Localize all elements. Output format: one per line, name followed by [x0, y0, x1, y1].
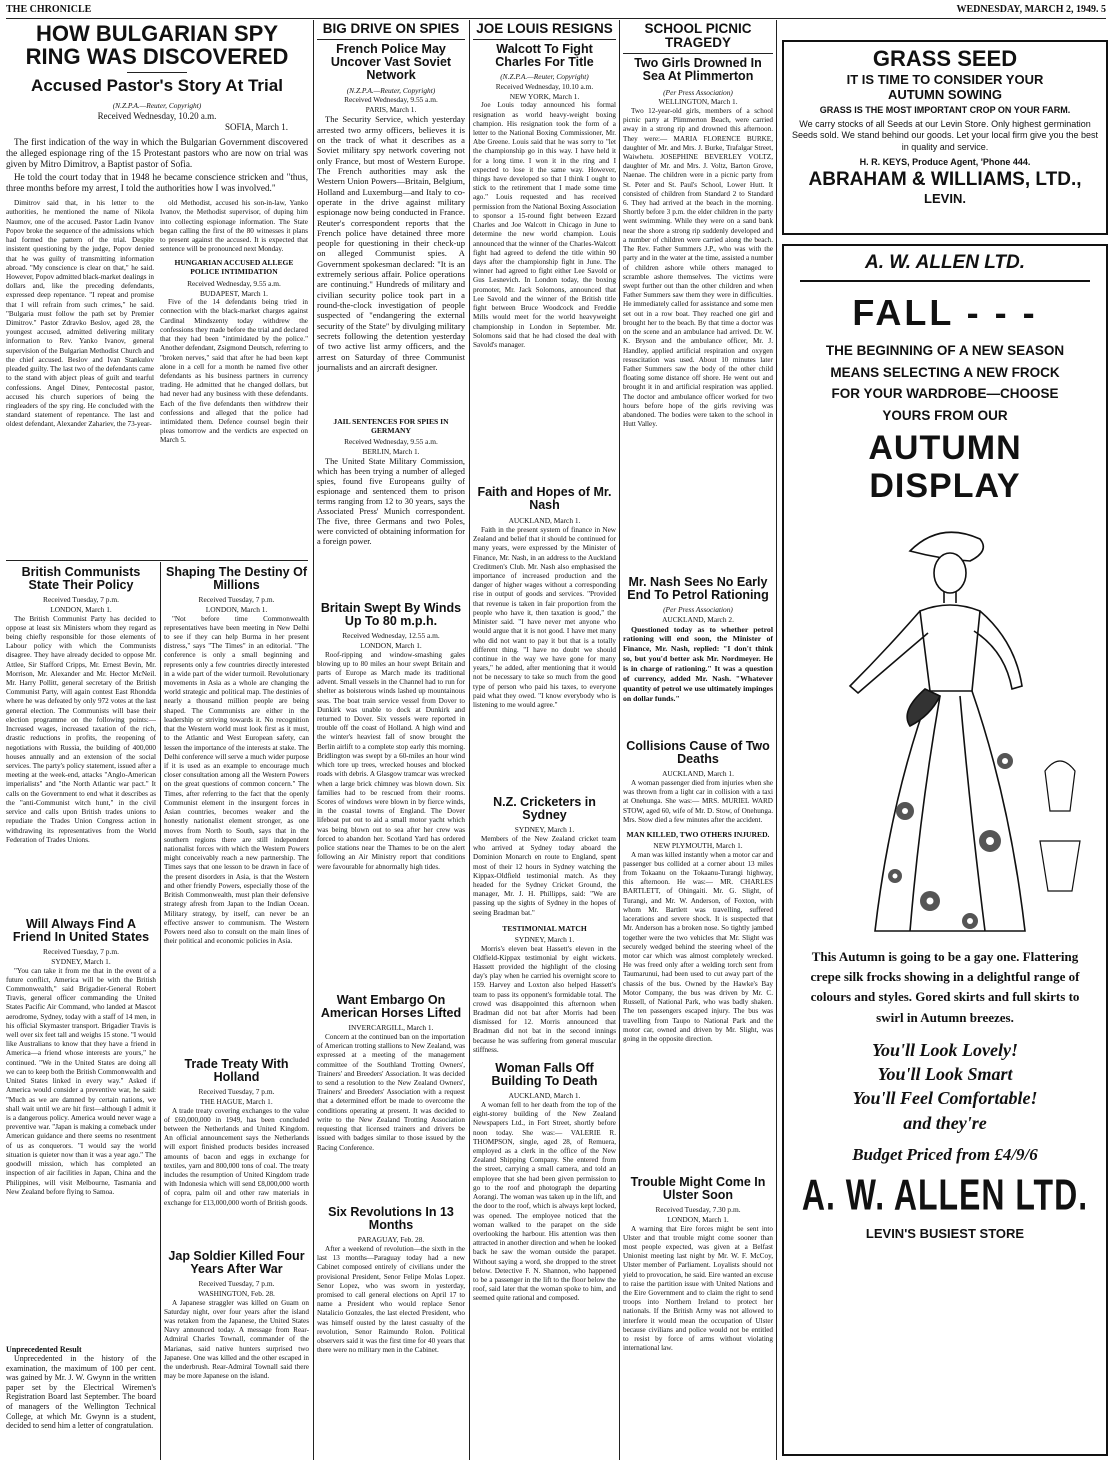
credit-line: (N.Z.P.A.—Reuter, Copyright): [346, 85, 436, 95]
ad-display: DISPLAY: [869, 466, 1021, 505]
lead-paragraphs: The first indication of the way in which the Bulgarian Government discovered the alleged espionage ring of the 15 Protestant pastors who are now on trial was given by Mitro Dimitrov, a Baptist pastor of Sofia. He told the court today that in 1948 he became conscience stricken and "thus, three months before my arrest, I told the authorities how I was involved.": [6, 137, 308, 194]
subhead: HUNGARIAN ACCUSED ALLEGE POLICE INTIMIDATION: [174, 257, 294, 277]
dateline: AUCKLAND, March 1.: [508, 516, 581, 526]
dateline: AUCKLAND, March 1.: [662, 769, 734, 779]
article-body: A man was killed instantly when a motor car and passenger bus collided at a corner about 13 miles from Tokaanu on the Tokaanu-Turangi highway, this afternoon. He was:— MR. CHARLES BARTLETT, of Ohingaiti. Mr. G. Slight, of Turangi, and Mr. W. Anderson, of Foxton, with whom Mr. Bartlett was travelling, suffered lacerations and severe shock. It is suspected that Mr. Anderson has a broken nose. So tightly jambed together were the two vehicles that Mr. Slight was securely wedged behind the steering wheel of the motor car which was almost completely wrecked. He was freed only after a welding torch sent from Taumarunui, had been used to cut away part of the chassis of the bus. Owned by the Hawke's Bay Motor Company, the bus was driven by Mr. C. Russell, of National Park, who was badly shaken. The ten passengers escaped injury. The bus was travelling from Taupo to National Park and the motor car, owned and driven by Mr. Slight, was going in the opposite direction.: [623, 850, 773, 1043]
headline: Jap Soldier Killed Four Years After War: [168, 1250, 305, 1277]
article-column: Dimitrov said that, in his letter to the authorities, he mentioned the name of Nikola Naumov, one of the accused. Pastor Ladin Ivanov Popov broke the sequence of the admissions which had formed the pattern of the trial. Despite insistent questioning by the judge, Popov denied that he was guilty of transmitting information abroad. "My conscience is clear on that," he said. However, Popov admitted black-market dealings in dollars and, like the preceding defendants, expressed deep repentance. "I repeat and promise that I will refrain from such crimes," he said. "Bulgaria must follow the path set by Premier Dimitrov." Pastor Zdravko Beslov, aged 28, the youngest accused, admitted delivering military information to Rev. Yanko Ivanov, general supervision of the Bulgarian Methodist Church and the chief accused. Beslov and Ivan Stankulov pleaded guilty. The last two of the defendants came to the stand with abject pleas of guilt and tearful confessions. Angel Dinev, Pentecostal pastor, accused his church superiors of being the ringleaders of the spy ring. He concluded with the standard statement of repentance. The last and oldest defendant, Alexander Zahariev, the 73-year-: [6, 199, 154, 429]
article-body: Morris's eleven beat Hassett's eleven in the Oldfield-Kippax testimonial by eight wickets. Hassett provided the highlight of the closing day's play when he carried his overnight score to 159. Harvey and Loxton also helped Hassett's team to pass its opponent's formidable total. The crowd was disappointed this afternoon when Bradman did not bat after Morris had been dismissed for 12. Morris announced that Bradman did not bat in the second innings because he was suffering from general muscular stiffness.: [473, 944, 616, 1054]
article-embargo-horses: [317, 994, 465, 1199]
article-woman-falls: [473, 1062, 616, 1460]
ad-line: AUTUMN SOWING: [887, 87, 1003, 102]
kicker: BIG DRIVE ON SPIES: [317, 22, 465, 40]
received-line: Received Wednesday, 10.10 a.m.: [495, 82, 594, 92]
article-body: A Japanese straggler was killed on Guam on Saturday night, over four years after the island was retaken from the Japanese, the United States Navy announced today. A message from Rear-Admiral Charles Townall, commander of the Marianas, said native hunters surprised two Japanese. One was killed and the other escaped in the underbrush. Rear-Admiral Townall said there may be more Japanese on the island.: [164, 1298, 309, 1381]
dateline: THE HAGUE, March 1.: [200, 1096, 273, 1106]
article-body: A woman passenger died from injuries when she was thrown from a light car in collision with a taxi at Onehunga. She was:— MRS. MURIEL WARD STOW, aged 60, wife of Mr. D. Stow, of Onehunga. Mrs. Stow died a few minutes after the accident.: [623, 778, 773, 824]
article-body: "Not before time Commonwealth representatives have been meeting in New Delhi to see if they can help Burma in her present distress," says "The Times" in an editorial. "The conference is only a small beginning and represents only a few countries directly interested in a wide part of the wider turmoil. Revolutionary movements in Asia as a whole are changing the world strategic and political map. The destinies of nearly a thousand million people are being shaped. The Communists are either in the leadership or striving towards it. No recognition that the Western world must look first as it must, to the Atlantic and West European safety, can lessen the importance of the interests at stake. The Delhi conference will serve a much wider purpose if it is used as an example to encourage much closer consultation among all the Western Powers on the great questions of common concern." The Times, after referring to the fact that the openly Communist element in the insurgent forces in Asian countries, becomes weaker and the honestly nationalist element stronger, as one moves from North to South, says that in the southern regions there are still independent nationalist forces with which the Western Powers might conceivably reach a new partnership. The Times says that one lesson to be drawn in face of the present disorders in Asia, is that the Western and other friendly Powers, especially those of the British Commonwealth, must plan their defensive strategy afresh from Japan to the Indian Ocean. Military strategy, by itself, can never be an effective answer to communism. The Western Powers need also to consult on the main lines of their political and economic policies in Asia.: [164, 614, 309, 946]
subheadline: Accused Pastor's Story At Trial: [31, 76, 283, 96]
headline: Trouble Might Come In Ulster Soon: [630, 1176, 766, 1203]
article-big-drive-on-spies: [317, 22, 465, 597]
headline: Mr. Nash Sees No Early End To Petrol Rationing: [627, 576, 769, 603]
ad-agent: H. R. KEYS, Produce Agent, 'Phone 444.: [859, 156, 1031, 167]
headline: N.Z. Cricketers in Sydney: [493, 796, 596, 823]
advert-aw-allen: [782, 244, 1108, 1456]
dateline: SYDNEY, March 1.: [514, 934, 575, 944]
headline: Six Revolutions In 13 Months: [328, 1206, 454, 1233]
dateline: NEW PLYMOUTH, March 1.: [653, 840, 743, 850]
dateline: LONDON, March 1.: [50, 604, 112, 614]
article-trade-treaty-holland: [164, 1058, 309, 1228]
article-school-picnic-tragedy: [623, 22, 773, 570]
ad-firm: ABRAHAM & WILLIAMS, LTD.,: [808, 168, 1082, 190]
ad-store-name-bottom: A. W. ALLEN LTD.: [801, 1170, 1089, 1220]
article-joe-louis-resigns: [473, 22, 616, 467]
subhead: MAN KILLED, TWO OTHERS INJURED.: [626, 829, 770, 839]
dateline: PARAGUAY, Feb. 28.: [357, 1235, 425, 1245]
dateline: WELLINGTON, March 1.: [658, 97, 738, 107]
received-line: Received Tuesday, 7.30 p.m.: [655, 1205, 741, 1215]
headline: Unprecedented Result: [6, 1345, 82, 1354]
headline: British Communists State Their Policy: [21, 566, 141, 593]
article-britain-swept-winds: [317, 602, 465, 987]
ad-line: THE BEGINNING OF A NEW SEASON: [825, 343, 1065, 358]
headline: Britain Swept By Winds Up To 80 m.p.h.: [320, 602, 462, 629]
headline: Collisions Cause of Two Deaths: [626, 740, 770, 767]
headline: Two Girls Drowned In Sea At Plimmerton: [634, 56, 762, 84]
article-columns: [6, 199, 308, 501]
article-bulgarian-spy-ring: [6, 22, 308, 557]
dateline: SYDNEY, March 1.: [51, 956, 111, 966]
article-body: Faith in the present system of finance in New Zealand and belief that it should be continued for many years, were expressed by the Minister of Finance, Mr. Nash, in an address to the Auckland Creditmen's Club. Mr. Nash also emphasised the importance of increased production and the danger of higher wages without a corresponding rise in output of goods and services. "Provided that revenue is taken in fair proportion from the people who have it, then taxation is good," the Minister said. "I have never met anyone who would argue that it is not good. I have met many who did not want to pay it but that is a totally different thing. "I have no doubt we should continue in the way we have gone for many years," he added, after mentioning that it would not be necessary to take so much from the good type of person who paid his taxes, to everyone paid what they owed. "I know everybody who is listening to me would agree.": [473, 525, 616, 710]
divider: [6, 560, 308, 561]
ad-town: LEVIN.: [924, 190, 966, 206]
article-nz-cricketers: [473, 796, 616, 1058]
dateline: INVERCARGILL, March 1.: [348, 1023, 434, 1033]
ad-autumn: AUTUMN: [868, 429, 1022, 468]
ad-fall: FALL - - -: [852, 292, 1038, 333]
advert-grass-seed: [782, 40, 1108, 235]
headline: Woman Falls Off Building To Death: [491, 1062, 598, 1089]
article-body: Joe Louis today announced his formal resignation as world heavy-weight boxing champion. His resignation took the form of a letter to the National Boxing Commissioner, Mr. Abe Greene. Louis said that he was sorry to "let the championship go in this way. I have held it for a long time. I won it in the ring and I expected to lose it the same way. However, things have developed so that I think I ought to stick to the retirement that I made some time ago." Louis requested and has received permission from the National Boxing Association to sponsor a 15-round fight between Ezzard Charles and Joe Walcott in Chicago in June to determine the new world champion. Louis announced that the winner of the Charles-Walcott fight had agreed to defend the title within 90 days after the championship fight in June. The winner had agreed to fight either Lee Savold or Gus Lesnevich. In London today, the boxing promoter, Mr. Jack Solomons, announced that Lee Savold and the winner of the British title fight between Bruce Woodcock and Freddie Mills would meet for the world heavyweight championship in London in September. Mr. Solomons said that he had closed the deal with Savold's manager.: [473, 101, 616, 349]
credit-line: (N.Z.P.A.—Reuter, Copyright): [112, 101, 202, 111]
received-line: Received Tuesday, 7 p.m.: [198, 595, 275, 605]
column-rule: [313, 20, 314, 1460]
ad-line: FOR YOUR WARDROBE—CHOOSE: [831, 386, 1059, 402]
article-body: Concern at the continued ban on the importation of American trotting stallions to New Zealand, was expressed at a meeting of the management committee of the Southland Trotting Owners', Trainers' and Breeders' Association. It was decided to send a resolution to the New Zealand Owners', Trainers' and Breeders' Association with a request that a determined effort be made to overcome the conditions operating at present. It was decided to write to the New Zealand Trotting Association requesting that licensed trainers and drivers be issued with badges similar to those issued by the Racing Conference.: [317, 1032, 465, 1152]
article-british-communists: [6, 566, 156, 914]
ad-price: Budget Priced from £4/9/6: [852, 1144, 1038, 1164]
article-body: "You can take it from me that in the event of a future conflict, America will be with the British Commonwealth," said Brigadier-General Robert Travis, general officer commanding the United States Pacific Air Command, who landed at Mascot aerodrome, Sydney, today with a staff of 14 men, in his official Skymaster transport. Brigadier Travis is well over six feet tall and weighs 15 stone. "I would like Australians to know that they have a friend in America—a friend whose interests are yours," he continued. "We in the United States are doing all we can to keep both the British Commonwealth and United States linked in every way." Asked if America would consider a preventive war, he said: "Much as we are damned by certain nations, we shall wait until we are hit first—although I admit it is a dangerous policy. America would never wage a preventive war. "Japan is making a comeback under American guidance and there seems no resentment of us as conquerors. "I would say the world situation is quieter now than it was a year ago." The goodwill mission, which has completed an inspection of air facilities in Japan, China and the Philippines, will visit Melbourne, Tasmania and New Zealand before flying to Samoa.: [6, 966, 156, 1196]
article-body: After a weekend of revolution—the sixth in the last 13 months—Paraguay today had a new Cabinet composed entirely of civilians under the provisional President, Senor Felipe Molas Lopez. Senor Lopez, who was sworn in yesterday, promised to call general elections on April 17 to name a President who would replace Senor Natalicio Gonzales, the last elected President, who was himself ousted by the latest casualty of the revolution, Senor Raimundo Rolon. Political observers said it was the first time for 40 years that there were no military men in the Cabinet.: [317, 1244, 465, 1355]
column-rule: [469, 20, 470, 1460]
article-body: The British Communist Party has decided to oppose at least six Ministers whom they regard as being chiefly responsible for those elements of Labour policy with which the Communists disagree. They have already decided to oppose Mr. Attlee, Sir Stafford Cripps, Mr. Ernest Bevin, Mr. Morrison, Mr. Alexander and Mr. Hector McNeil. Mr. Harry Pollitt, general secretary of the British Communist Party, will again contest East Rhondda where he was defeated by only 972 votes at the last general election. The Communists will base their election programme on the following points:—Increased wages, increased taxation of the rich, drastic reductions in profits, the reopening of negotiations with Russia, the building of 400,000 houses annually and an extension of the social services. The party's policy statement, issued after a meeting at the week-end, attacks "Anglo-American imperialists" and "the North Atlantic war pact." It calls on the Government to end what it describes as the "anti-Communist witch hunt," in the civil service and calls upon British trades unions to repudiate the Trades Union Congress action in withdrawing its representatives from the World Federation of Trades Unions.: [6, 614, 156, 844]
article-shaping-destiny: [164, 566, 309, 1054]
received-line: Received Wednesday, 10.20 a.m.: [97, 110, 217, 121]
article-friend-united-states: [6, 918, 156, 1293]
article-petrol-rationing: [623, 576, 773, 734]
credit-line: (N.Z.P.A.—Reuter, Copyright): [500, 72, 589, 82]
headline: Trade Treaty With Holland: [184, 1058, 289, 1085]
ad-slogan: LEVIN'S BUSIEST STORE: [865, 1225, 1025, 1241]
dateline: PARIS, March 1.: [365, 104, 417, 114]
article-body: A warning that Eire forces might be sent into Ulster and that trouble might come sooner than most people expected, was given at a Belfast Unionist meeting last night by Mr. W. F. McCoy, Ulster member of Parliament. Loyalists should not yield to provocation, he said. Eire wanted an excuse to raise the partition issue with United Nations and the Eire Government and to claim the right to send troops into Northern Ireland to protect her nationals. If the British Army was not allowed to interfere it would mean the occupation of Ulster because civilians and police would not be entitled to resist by force of arms without violating international law.: [623, 1224, 773, 1353]
article-unprecedented-result: [6, 1345, 156, 1460]
ad-line: IT IS TIME TO CONSIDER YOUR: [846, 72, 1044, 87]
article-collisions: [623, 740, 773, 1170]
subhead: JAIL SENTENCES FOR SPIES IN GERMANY: [333, 417, 449, 436]
ad-tagline-line: You'll Look Smart: [877, 1064, 1013, 1085]
masthead-title: THE CHRONICLE: [6, 4, 92, 15]
column-rule: [776, 20, 777, 1460]
masthead-date: WEDNESDAY, MARCH 2, 1949. 5: [956, 4, 1106, 15]
dateline: SOFIA, March 1.: [225, 122, 288, 133]
ad-store-name: A. W. ALLEN LTD.: [864, 252, 1026, 273]
credit-line: (Per Press Association): [663, 87, 733, 97]
ad-description: This Autumn is going to be a gay one. Flattering crepe silk frocks showing in a delightful range of colours and styles. Gored skirts and full skirts to swirl in Autumn breezes.: [810, 949, 1080, 1025]
credit-line: (Per Press Association): [663, 605, 733, 615]
divider: [800, 280, 1090, 282]
received-line: Received Tuesday, 7 p.m.: [43, 595, 119, 605]
article-body: Members of the New Zealand cricket team who arrived at Sydney today aboard the Dominion Monarch en route to England, spent most of their 12 hours in Sydney watching the Kippax-Oldfield testimonial match. As they headed for the Sydney Cricket Ground, the manager, Mr. J. H. Phillipps, said: "We are passing up the sights of Sydney in the hopes of seeing Bradman bat.": [473, 834, 616, 917]
headline: Faith and Hopes of Mr. Nash: [477, 486, 612, 513]
received-line: Received Wednesday, 9.55 a.m.: [344, 95, 438, 105]
received-line: Received Wednesday, 12.55 a.m.: [342, 631, 440, 641]
article-body: Unprecedented in the history of the examination, the maximum of 100 per cent. was gained by Mr. J. W. Gwynn in the written paper set by the Electrical Wiremen's Registration Board last September. The board of managers of the Wellington Technical College, at which Mr. Gwynn is a student, decided to send him a letter of congratulation.: [6, 1354, 156, 1431]
ad-body: We carry stocks of all Seeds at our Levin Store. Only highest germination Seeds sold. We stand behind our goods. Let your local firm give you the best in quality and service.: [792, 119, 1099, 152]
ad-line: MEANS SELECTING A NEW FROCK: [830, 364, 1060, 380]
article-ulster: [623, 1176, 773, 1460]
article-column: old Methodist, accused his son-in-law, Yanko Ivanov, the Methodist supervisor, of duping him into collecting espionage information. The State began calling the first of the 80 witnesses it plans to present against the accused. It is expected that sentence will be pronounced next Monday. HUNGARIAN ACCUSED ALLEGE POLICE INTIMIDATION Received Wednesday, 9.55 a.m. BUDAPEST, March 1. Five of the 14 defendants being tried in connection with the black-market charges against Cardinal Mindszenty today withdrew the confessions they made before the trial and declared that they had been "intimidated by the police." Another defendant, Zsigmond Deutsch, referring to "broken nerves," said that after he had been kept alone in a cell for a month he named five other defendants as his business partners in currency trading. He admitted that he changed dollars, but had never had any business with these defendants. Each of the five defendants then withdrew their confessions and alleged that the police had intimidated them. Defence counsel begin their pleas tomorrow and the verdicts are expected on March 5.: [160, 199, 308, 445]
dateline: AUCKLAND, March 1.: [508, 1091, 581, 1101]
dateline: BERLIN, March 1.: [362, 447, 420, 457]
dateline: LONDON, March 1.: [360, 640, 422, 650]
ad-line: GRASS IS THE MOST IMPORTANT CROP ON YOUR FARM.: [819, 105, 1071, 115]
received-line: Received Wednesday, 9.55 a.m.: [187, 278, 281, 288]
headline: Will Always Find A Friend In United States: [12, 918, 150, 945]
column-rule: [160, 562, 161, 1460]
ad-tagline-line: You'll Feel Comfortable!: [852, 1088, 1038, 1109]
ad-line: YOURS FROM OUR: [882, 407, 1008, 423]
dateline: NEW YORK, March 1.: [509, 91, 580, 101]
divider: [127, 72, 187, 73]
dateline: SYDNEY, March 1.: [514, 825, 575, 835]
subhead: TESTIMONIAL MATCH: [502, 923, 587, 933]
masthead: [6, 4, 1106, 19]
headline: French Police May Uncover Vast Soviet Network: [330, 42, 452, 83]
article-body: Roof-ripping and window-smashing gales blowing up to 80 miles an hour swept Britain and parts of Europe as March made its traditional advent. Small vessels in the Channel had to run for shelter as boisterous winds lashed up mountainous seas. The boat train service vessel from Dover to Dunkirk was unable to dock at Dunkirk and returned to Dover. Six vessels were reported in trouble off the coast of Holland. A high wind and the winter's heaviest fall of snow brought the Berlin airlift to a complete stop early this morning. Bridlington was swept by a 60-miles an hour wind which tore up trees, wrecked houses and blocked roads with debris. A Glasgow tramcar was wrecked when a large brick chimney was blown down. Six families had to be rescued from their rooms. Scores of windows were blown in by fierce winds, in the coastal towns of England. The Dover lifeboat put out to aid a small motor yacht which was being blown out to sea after her crew was forced to abandon her. Scotland Yard has ordered police stations near the Thames to be on the alert following an Air Ministry report that conditions were favourable for abnormally high tides.: [317, 650, 465, 871]
dateline: LONDON, March 1.: [205, 604, 268, 614]
article-six-revolutions: [317, 1206, 465, 1460]
received-line: Received Tuesday, 7 p.m.: [198, 1087, 275, 1097]
headline: Want Embargo On American Horses Lifted: [320, 994, 462, 1021]
kicker: JOE LOUIS RESIGNS: [473, 22, 616, 40]
ad-tagline-line: and they're: [903, 1112, 987, 1133]
article-body: The United State Military Commission, which has been trying a number of alleged spies, found five Europeans guilty of espionage and sentenced them to prison terms ranging from 12 to 30 years, says the Associated Press' Munich correspondent. The five, three Germans and two Poles, were convicted of obtaining information for a foreign power.: [317, 456, 465, 547]
dateline: AUCKLAND, March 2.: [662, 614, 734, 624]
dateline: BUDAPEST, March 1.: [199, 288, 269, 298]
dateline: WASHINGTON, Feb. 28.: [198, 1288, 275, 1298]
received-line: Received Tuesday, 7 p.m.: [198, 1279, 275, 1289]
article-jap-soldier: [164, 1250, 309, 1460]
article-body: Two 12-year-old girls, members of a school picnic party at Plimmerton Beach, were carried away in a strong rip and drowned this afternoon. They were:— MARIA FLORENCE BURKE, daughter of Mr. and Mrs. J. Burke, Trafalgar Street, Waiwhetu. JOSEPHINE BEVERLEY VOLTZ, daughter of Mr. and Mrs. J. Voltz, Barton Grove, Naenae. The children were in a picnic party from St. Peter and St. Paul's School, Lower Hutt. It consisted of children from Standard 2 to Standard 6. They had arrived at the beach in the morning. Shortly before 3 p.m. the elder children in the party went swimming. While they were on a sand bank near the shore a strong rip suddenly developed and a number of children were carried along the beach. The Rev. Father Summers J.P., who was with the party and in the water at the time, assisted a number of children ashore while others managed to scramble ashore themselves. The victims were swept further out than the other children and when Father Summers saw them they were in difficulties. He immediately called for assistance and some men set out in a row boat. They reached one girl and brought her to the beach. By that time a doctor was on the scene and an ambulance had arrived. Dr. W. K. Bryson and the ambulance officer, Mr. J. Handley, applied artificial respiration and oxygen resuscitation was used. About 10 minutes later Father Summers saw the body of the other child floating some distance off shore. He went out and brought it in and artificial respiration was applied. The doctor and ambulance officer worked for two hours before hope of the girls reviving was abandoned. The bodies were taken to the school in Hutt Valley.: [623, 106, 773, 429]
ad-tagline: [790, 340, 1100, 426]
fashion-illustration: [790, 511, 1102, 941]
article-body: A woman fell to her death from the top of the eight-storey building of the New Zealand Newspapers Ltd., in Fort Street, shortly before noon today. She was:— VALERIE R. THOMPSON, single, aged 28, of Remuera, employed as a clerk in the office of the New Zealand Shipping Company. She entered from the street, carrying a small camera, and told an employee that she had been given permission to go to the roof and photograph the departing Aorangi. The woman was taken up in the lift, and the door to the roof, which is always kept locked, was opened. The employee noticed that the woman walked to the parapet on the side overlooking the harbour. His attention was then attracted in another direction and when he looked back he saw the woman outside the parapet. Without saying a word, she dropped to the street below. Detective F. N. Shannon, who happened to be a passenger in the lift to the floor below the roof, said later that the woman spoke to him, and seemed quite rational and composed.: [473, 1100, 616, 1303]
dateline: LONDON, March 1.: [667, 1214, 729, 1224]
headline: Walcott To Fight Charles For Title: [495, 42, 594, 70]
received-line: Received Tuesday, 7 p.m.: [43, 947, 119, 957]
kicker: SCHOOL PICNIC TRAGEDY: [623, 22, 773, 54]
headline: HOW BULGARIAN SPY RING WAS DISCOVERED: [25, 22, 289, 70]
article-body: A trade treaty covering exchanges to the value of £60,000,000 in 1949, has been concluded between the Netherlands and United Kingdom. An official announcement says the Netherlands will export finished products besides increased amounts of bacon and eggs in exchange for textiles, yarn and 800,000 tons of coal. The treaty includes the resumption of United Kingdom trade with Indonesia which will send £8,000,000 worth of copra, palm oil and other raw materials in exchange for £13,000,000 worth of British goods.: [164, 1106, 309, 1207]
received-line: Received Wednesday, 9.55 a.m.: [344, 437, 438, 447]
headline: Shaping The Destiny Of Millions: [166, 566, 307, 593]
column-rule: [619, 20, 620, 1460]
article-body: Questioned today as to whether petrol rationing will end soon, the Minister of Finance, Mr. Nash, replied: "I don't think so, but you'd better ask Mr. Nordmeyer. He is in charge of rationing." It was a question of currency, added Mr. Nash. "Whatever quantity of petrol we use ultimately impinges on dollar funds.": [623, 624, 773, 704]
article-body: The Security Service, which yesterday arrested two army officers, believes it is on the track of what it describes as a Soviet military spy network covering not only France, but most of Western Europe. The French authorities may ask the Western Union Powers—Britain, Belgium, Holland and Luxemburg—and Italy to co-operate in the drive against military espionage now being conducted in France. Reuter's correspondent reports that the French police have detained three more people for questioning in their check-up on alleged Communist spies. A Government spokesman declared: "It is an extremely serious affair. Police operations are continuing." Hundreds of military and civilian security police took part in a round-the-clock investigation of people suspected of "endangering the external security of the State" by divulging military secrets following the detention yesterday of two active list army officers, and the arrest on Saturday of three Communist journalists and an aircraft designer.: [317, 114, 465, 372]
ad-tagline-line: You'll Look Lovely!: [872, 1039, 1018, 1060]
ad-title: GRASS SEED: [872, 46, 1018, 71]
article-faith-hopes-nash: [473, 486, 616, 792]
ad-taglines: [790, 1038, 1100, 1135]
